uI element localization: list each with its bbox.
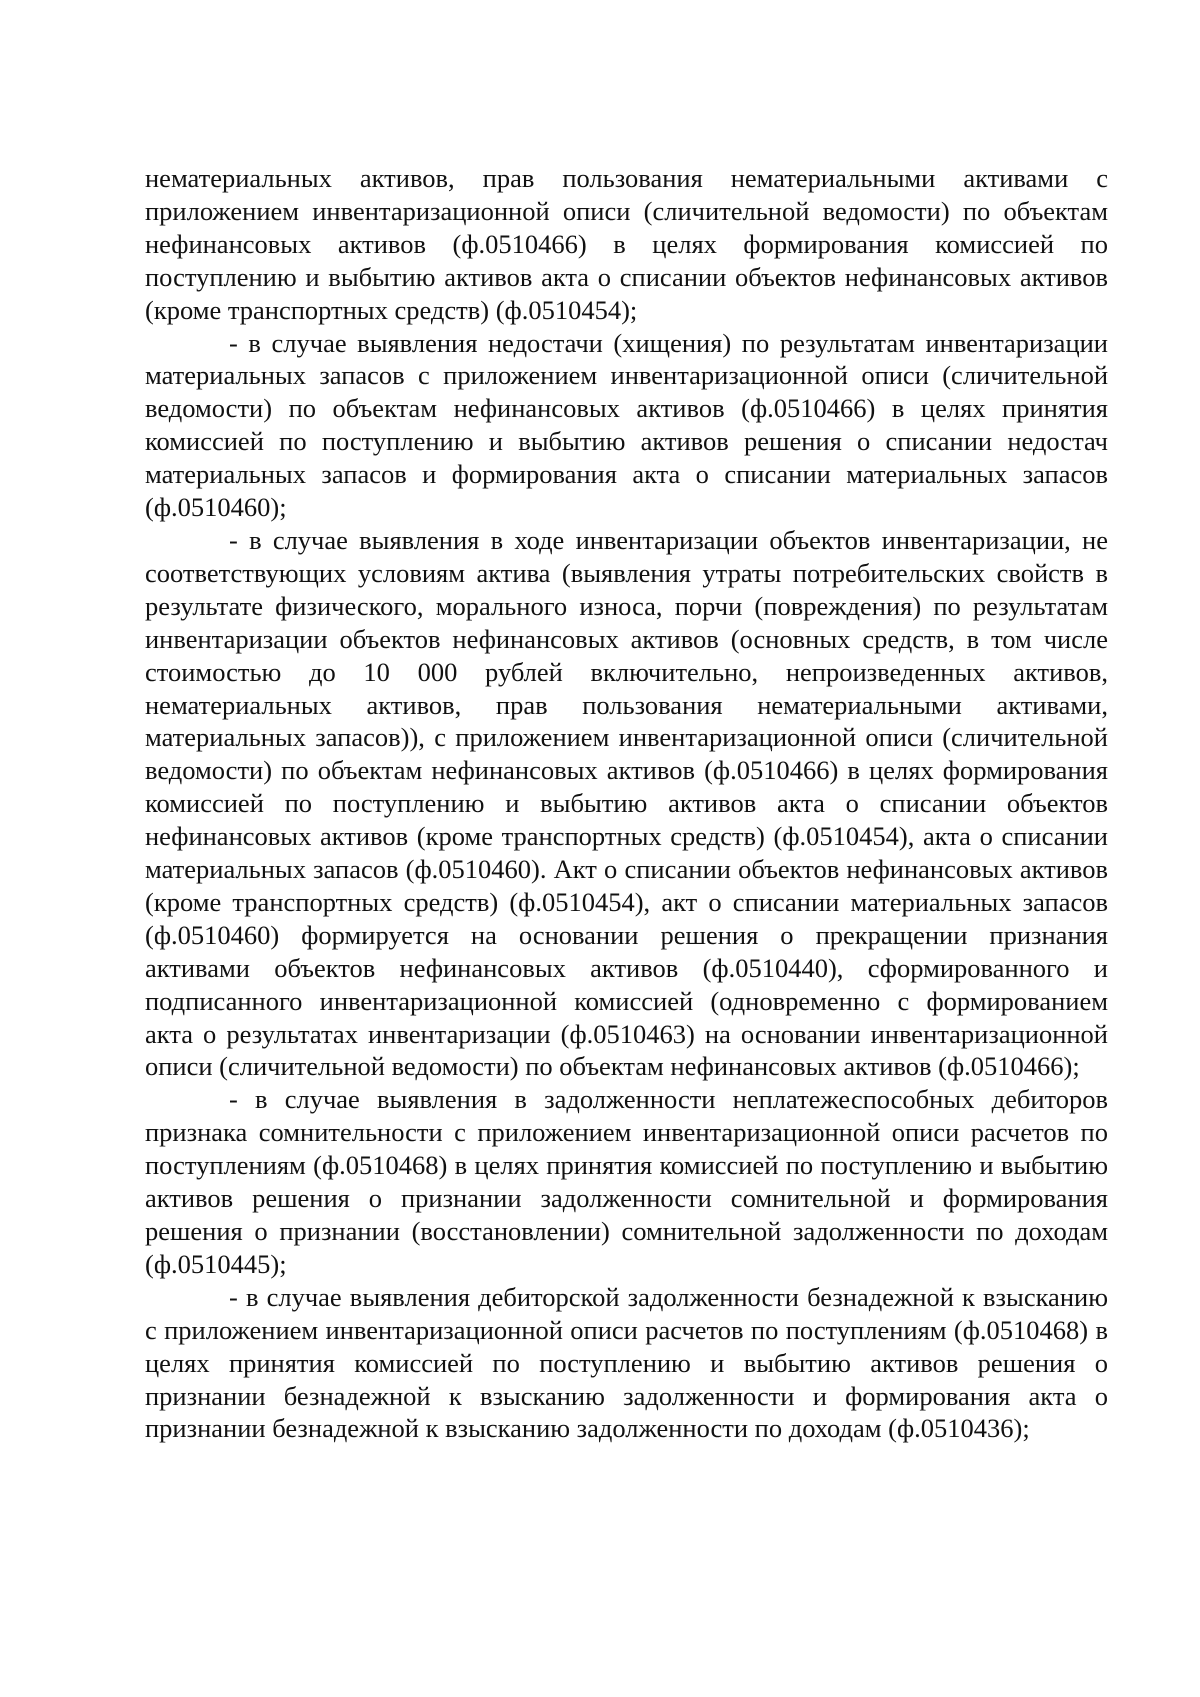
paragraph-bad-debt: - в случае выявления дебиторской задолженности безнадежной к взысканию с приложением инвентаризационной описи расчетов по поступлениям (ф.0510468) в целях принятия комиссией по поступлению и выбытию активов решения о признании безнадежной к взысканию задолженности и формирования акта о признании безнадежной к взысканию задолженности по доходам (ф.0510436); — [145, 1281, 1108, 1444]
paragraph-shortage-theft: - в случае выявления недостачи (хищения) по результатам инвентаризации материальных запасов с приложением инвентаризационной описи (сличительной ведомости) по объектам нефинансовых активов (ф.0510466) в целях принятия комиссией по поступлению и выбытию активов решения о списании недостач материальных запасов и формирования акта о списании материальных запасов (ф.0510460); — [145, 327, 1108, 523]
paragraph-non-asset-objects: - в случае выявления в ходе инвентаризации объектов инвентаризации, не соответствующих условиям актива (выявления утраты потребительских свойств в результате физического, морального износа, порчи (повреждения) по результатам инвентаризации объектов нефинансовых активов (основных средств, в том числе стоимостью до 10 000 рублей включительно, непроизведенных активов, нематериальных активов, прав пользования нематериальными активами, материальных запасов)), с приложением инвентаризационной описи (сличительной ведомости) по объектам нефинансовых активов (ф.0510466) в целях формирования комиссией по поступлению и выбытию активов акта о списании объектов нефинансовых активов (кроме транспортных средств) (ф.0510454), акта о списании материальных запасов (ф.0510460). Акт о списании объектов нефинансовых активов (кроме транспортных средств) (ф.0510454), акт о списании материальных запасов (ф.0510460) формируется на основании решения о прекращении признания активами объектов нефинансовых активов (ф.0510440), сформированного и подписанного инвентаризационной комиссией (одновременно с формированием акта о результатах инвентаризации (ф.0510463) на основании инвентаризационной описи (сличительной ведомости) по объектам нефинансовых активов (ф.0510466); — [145, 524, 1108, 1082]
paragraph-doubtful-debt: - в случае выявления в задолженности неплатежеспособных дебиторов признака сомнительности с приложением инвентаризационной описи расчетов по поступлениям (ф.0510468) в целях принятия комиссией по поступлению и выбытию активов решения о признании задолженности сомнительной и формирования решения о признании (восстановлении) сомнительной задолженности по доходам (ф.0510445); — [145, 1084, 1108, 1279]
document-page — [145, 162, 1108, 1445]
paragraph-intangible-assets-writeoff: нематериальных активов, прав пользования нематериальными активами с приложением инвентаризационной описи (сличительной ведомости) по объектам нефинансовых активов (ф.0510466) в целях формирования комиссией по поступлению и выбытию активов акта о списании объектов нефинансовых активов (кроме транспортных средств) (ф.0510454); — [145, 163, 1108, 325]
